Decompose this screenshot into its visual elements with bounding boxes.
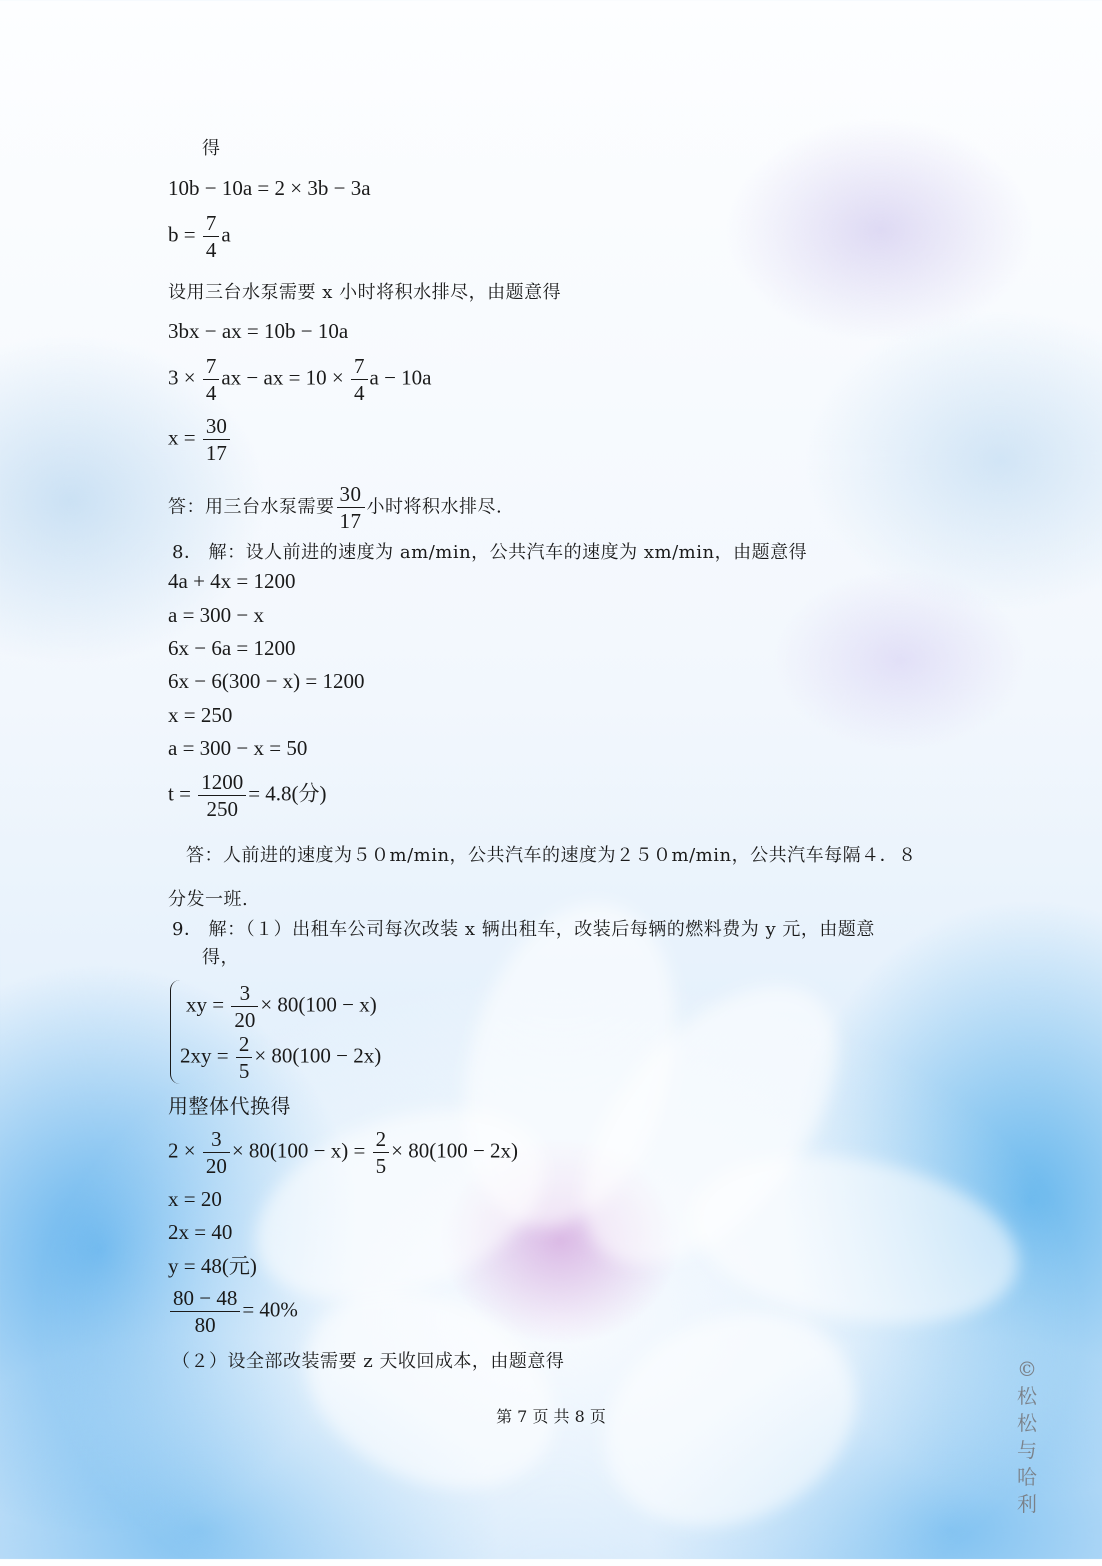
equation: x = 20: [168, 1187, 222, 1211]
problem-9-part-2: （２）设全部改装需要 z 天收回成本，由题意得: [172, 1351, 565, 1372]
page-footer: 第 7 页 共 8 页: [496, 1407, 606, 1426]
equation: a = 300 − x = 50: [168, 736, 308, 760]
equation: a = 300 − x: [168, 603, 265, 627]
equation: y = 48(元): [168, 1254, 257, 1278]
equation: 6x − 6(300 − x) = 1200: [168, 669, 365, 693]
fraction: $\frac{30}{17}$: [203, 413, 230, 466]
equation: 3bx − ax = 10b − 10a: [168, 319, 349, 343]
fraction: $\frac{80 - 48}{80}$: [170, 1285, 240, 1338]
fraction: $\frac{7}{4}$: [203, 210, 220, 263]
fraction: $\frac{3}{20}$: [231, 980, 258, 1033]
problem-9-heading: 9． 解：（１）出租车公司每次改装 x 辆出租车，改装后每辆的燃料费为 y 元，由题意: [172, 919, 875, 940]
fraction: $\frac{2}{5}$: [373, 1126, 390, 1179]
text-setup-pumps: 设用三台水泵需要 x 小时将积水排尽，由题意得: [168, 282, 562, 303]
watermark-signature: © 松 松 与 哈 利: [1017, 1357, 1037, 1516]
answer-speeds: 答：人前进的速度为５０m/min，公共汽车的速度为２５０m/min，公共汽车每隔４．８: [186, 845, 917, 866]
equation: 6x − 6a = 1200: [168, 636, 296, 660]
text-de: 得: [202, 138, 221, 159]
fraction: $\frac{2}{5}$: [236, 1031, 253, 1084]
system-equation-2: 2xy = $\frac{2}{5}$ × 80(100 − 2x): [180, 1032, 382, 1083]
fraction: $\frac{7}{4}$: [203, 353, 220, 406]
equation: 2x = 40: [168, 1220, 233, 1244]
answer-speeds-cont: 分发一班.: [168, 889, 249, 910]
equation-substitution: 3 × $\frac{7}{4}$ ax − ax = 10 × $\frac{7}{4}$ a − 10a: [168, 354, 432, 405]
equation-percent: $\frac{80 - 48}{80}$ = 40%: [168, 1285, 298, 1338]
equation-b: b = $\frac{7}{4}$ a: [168, 211, 231, 262]
equation: x = 250: [168, 703, 233, 727]
equation: 10b − 10a = 2 × 3b − 3a: [168, 176, 371, 200]
fraction: $\frac{30}{17}$: [337, 481, 365, 534]
fraction: $\frac{7}{4}$: [351, 353, 368, 406]
text-substitution: 用整体代换得: [168, 1094, 291, 1118]
equation-combined: 2 × $\frac{3}{20}$ × 80(100 − x) = $\frac{2}{5}$ × 80(100 − 2x): [168, 1127, 519, 1178]
problem-8-heading: 8． 解：设人前进的速度为 am/min，公共汽车的速度为 xm/min，由题意得: [172, 542, 808, 563]
equation-t: t = $\frac{1200}{250}$ = 4.8(分): [168, 770, 327, 821]
equation: 4a + 4x = 1200: [168, 569, 296, 593]
system-equation-1: xy = $\frac{3}{20}$ × 80(100 − x): [186, 981, 377, 1032]
equation-x: x = $\frac{30}{17}$: [168, 413, 232, 466]
text-de: 得，: [202, 947, 239, 968]
answer-pumps: 答：用三台水泵需要 $\frac{30}{17}$ 小时将积水排尽.: [168, 482, 503, 533]
fraction: $\frac{1200}{250}$: [198, 769, 246, 822]
fraction: $\frac{3}{20}$: [203, 1126, 230, 1179]
